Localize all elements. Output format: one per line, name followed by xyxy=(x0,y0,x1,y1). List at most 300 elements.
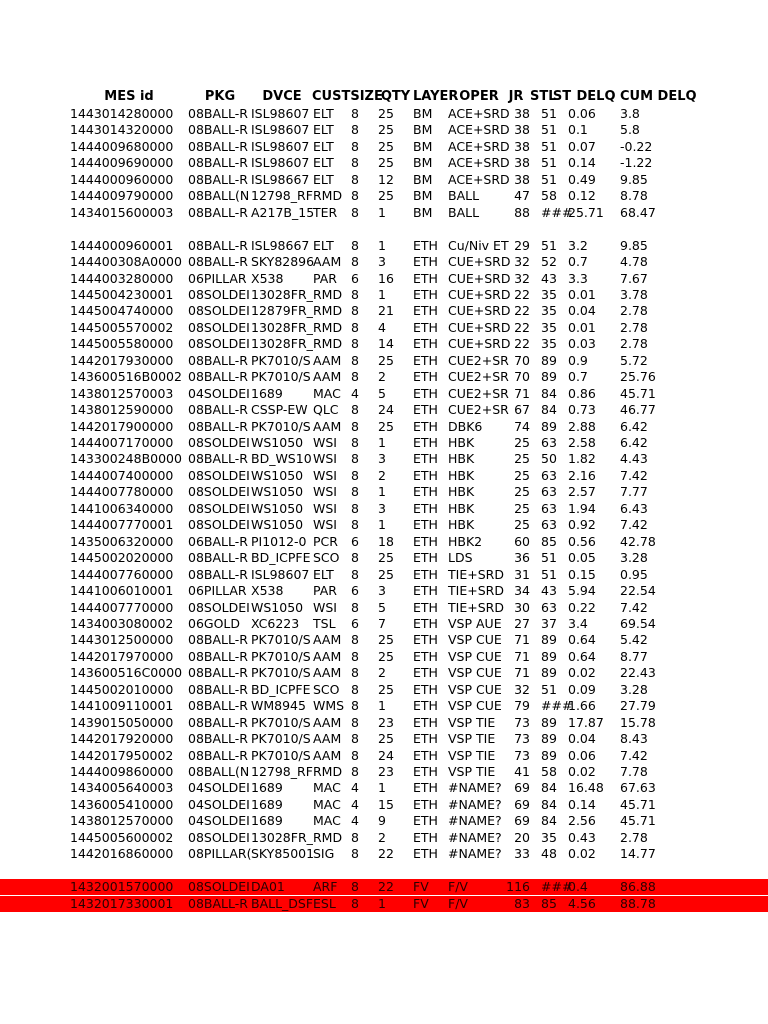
table-row xyxy=(0,830,768,846)
cell-dvce: BD_ICPFE xyxy=(251,550,311,566)
cell-stl: 36 xyxy=(514,550,530,566)
cell-st: 58 xyxy=(541,764,557,779)
cell-pkg: 08BALL-R xyxy=(188,632,248,648)
cell-st: 51 xyxy=(541,550,557,566)
cell-st: 84 xyxy=(541,402,557,418)
cell-oper: ETH xyxy=(413,286,438,302)
cell-layer: 2 xyxy=(378,829,386,845)
cell-layer: 2 xyxy=(378,467,386,483)
cell-layer: 1 xyxy=(378,895,386,911)
cell-mes-id: 1444007770001 xyxy=(70,517,174,533)
cell-jr: ACE+SRD xyxy=(448,138,510,154)
cell-cum-delq: 68.47 xyxy=(620,204,656,220)
cell-custsize: AAM xyxy=(313,747,342,763)
cell-st: 63 xyxy=(541,484,557,500)
cell-qty: 8 xyxy=(351,599,359,615)
cell-oper: ETH xyxy=(413,648,438,664)
cell-oper: ETH xyxy=(413,599,438,615)
cell-delq: 0.09 xyxy=(568,681,596,697)
cell-dvce: 12798_RF xyxy=(251,188,313,204)
cell-stl: 25 xyxy=(514,500,530,516)
cell-st: 84 xyxy=(541,796,557,812)
cell-dvce: ISL98607 xyxy=(251,138,310,154)
cell-layer: 25 xyxy=(378,550,394,566)
cell-layer: 1 xyxy=(378,484,386,500)
cell-dvce: 13028FR_ xyxy=(251,319,313,335)
cell-stl: 69 xyxy=(514,796,530,812)
header-delq: DELQ xyxy=(576,89,616,104)
cell-dvce: ISL98607 xyxy=(251,122,310,138)
cell-oper: ETH xyxy=(413,418,438,434)
cell-stl: 74 xyxy=(514,418,530,434)
cell-qty: 8 xyxy=(351,155,359,171)
cell-delq: 3.2 xyxy=(568,237,588,253)
cell-qty: 8 xyxy=(351,352,359,368)
cell-mes-id: 1435006320000 xyxy=(70,533,174,549)
cell-qty: 8 xyxy=(351,895,359,911)
cell-jr: VSP CUE xyxy=(448,698,502,714)
cell-pkg: 08BALL-R xyxy=(188,895,248,911)
cell-layer: 1 xyxy=(378,204,386,220)
cell-cum-delq: 3.8 xyxy=(620,106,640,121)
cell-oper: ETH xyxy=(413,698,438,714)
table-row xyxy=(0,731,768,747)
cell-jr: HBK xyxy=(448,467,475,483)
cell-delq: 0.56 xyxy=(568,533,596,549)
cell-layer: 24 xyxy=(378,747,394,763)
cell-oper: BM xyxy=(413,122,433,138)
cell-dvce: DA01 xyxy=(251,879,285,895)
header-pkg: PKG xyxy=(204,89,236,104)
cell-delq: 3.4 xyxy=(568,615,588,631)
cell-jr: VSP AUE xyxy=(448,615,502,631)
cell-stl: 73 xyxy=(514,714,530,730)
cell-layer: 3 xyxy=(378,583,386,599)
cell-stl: 38 xyxy=(514,106,530,121)
cell-stl: 69 xyxy=(514,780,530,796)
cell-cum-delq: 25.76 xyxy=(620,369,656,385)
cell-qty: 8 xyxy=(351,204,359,220)
cell-custsize: ESL xyxy=(313,895,336,911)
cell-delq: 0.7 xyxy=(568,369,588,385)
cell-custsize: ELT xyxy=(313,171,334,187)
cell-mes-id: 1436005410000 xyxy=(70,796,174,812)
cell-st: 89 xyxy=(541,352,557,368)
cell-dvce: PK7010/S xyxy=(251,714,311,730)
table-row xyxy=(0,715,768,731)
cell-cum-delq: 6.42 xyxy=(620,435,648,450)
cell-st: 85 xyxy=(541,533,557,549)
cell-mes-id: 1444007770000 xyxy=(70,599,174,615)
cell-jr: CUE2+SR xyxy=(448,369,509,385)
table-row xyxy=(0,797,768,813)
cell-jr: HBK xyxy=(448,517,475,533)
cell-cum-delq: 4.43 xyxy=(620,451,648,467)
table-row xyxy=(0,665,768,681)
cell-cum-delq: 7.42 xyxy=(620,747,648,763)
cell-custsize: ELT xyxy=(313,566,334,582)
cell-jr: #NAME? xyxy=(448,813,502,829)
cell-custsize: RMD xyxy=(313,286,343,302)
cell-st: 52 xyxy=(541,254,557,270)
cell-dvce: PK7010/S xyxy=(251,352,311,368)
cell-stl: 22 xyxy=(514,303,530,319)
cell-delq: 0.43 xyxy=(568,829,596,845)
cell-custsize: SCO xyxy=(313,550,340,566)
cell-stl: 25 xyxy=(514,467,530,483)
header-row xyxy=(0,89,768,105)
cell-layer: 25 xyxy=(378,632,394,648)
cell-pkg: 08BALL-R xyxy=(188,698,248,714)
cell-stl: 34 xyxy=(514,583,530,599)
table-row xyxy=(0,780,768,796)
cell-mes-id: 1445004740000 xyxy=(70,303,174,319)
cell-dvce: SKY85001 xyxy=(251,846,315,862)
cell-pkg: 08SOLDEI xyxy=(188,435,250,450)
cell-layer: 4 xyxy=(378,319,386,335)
table-row xyxy=(0,369,768,385)
cell-delq: 0.02 xyxy=(568,665,596,681)
cell-oper: ETH xyxy=(413,484,438,500)
cell-layer: 3 xyxy=(378,254,386,270)
cell-qty: 8 xyxy=(351,467,359,483)
cell-pkg: 08BALL-R xyxy=(188,155,248,171)
cell-cum-delq: 46.77 xyxy=(620,402,656,418)
cell-cum-delq: 3.78 xyxy=(620,286,648,302)
table-row xyxy=(0,303,768,319)
cell-pkg: 08SOLDEI xyxy=(188,879,250,895)
cell-qty: 8 xyxy=(351,879,359,895)
cell-custsize: AAM xyxy=(313,731,342,747)
cell-custsize: AAM xyxy=(313,714,342,730)
cell-st: 89 xyxy=(541,665,557,681)
cell-st: 63 xyxy=(541,467,557,483)
table-row xyxy=(0,550,768,566)
cell-delq: 2.88 xyxy=(568,418,596,434)
cell-mes-id: 1438012590000 xyxy=(70,402,174,418)
cell-stl: 73 xyxy=(514,731,530,747)
cell-qty: 8 xyxy=(351,188,359,204)
table-row xyxy=(0,353,768,369)
cell-st: 50 xyxy=(541,451,557,467)
cell-custsize: ELT xyxy=(313,106,334,121)
cell-oper: ETH xyxy=(413,467,438,483)
cell-pkg: 08BALL-R xyxy=(188,237,248,253)
table-row xyxy=(0,205,768,221)
cell-pkg: 04SOLDEI xyxy=(188,780,250,796)
header-oper: OPER xyxy=(459,89,499,104)
cell-layer: 15 xyxy=(378,796,394,812)
cell-layer: 14 xyxy=(378,336,394,352)
table-row xyxy=(0,813,768,829)
cell-cum-delq: 45.71 xyxy=(620,796,656,812)
cell-layer: 25 xyxy=(378,352,394,368)
cell-custsize: AAM xyxy=(313,648,342,664)
cell-mes-id: 143300248B0000 xyxy=(70,451,182,467)
cell-layer: 22 xyxy=(378,879,394,895)
cell-mes-id: 1434003080002 xyxy=(70,615,174,631)
cell-jr: #NAME? xyxy=(448,780,502,796)
cell-delq: 25.71 xyxy=(568,204,604,220)
cell-stl: 70 xyxy=(514,369,530,385)
cell-delq: 0.05 xyxy=(568,550,596,566)
cell-stl: 38 xyxy=(514,122,530,138)
cell-mes-id: 143600516C0000 xyxy=(70,665,183,681)
cell-custsize: ARF xyxy=(313,879,338,895)
cell-st: 35 xyxy=(541,286,557,302)
cell-mes-id: 1444009680000 xyxy=(70,138,174,154)
cell-st: 84 xyxy=(541,780,557,796)
cell-st: 51 xyxy=(541,566,557,582)
cell-stl: 38 xyxy=(514,138,530,154)
cell-stl: 30 xyxy=(514,599,530,615)
cell-dvce: PK7010/S xyxy=(251,369,311,385)
table-row xyxy=(0,484,768,500)
cell-pkg: 08BALL-R xyxy=(188,451,248,467)
cell-st: 51 xyxy=(541,138,557,154)
cell-qty: 8 xyxy=(351,402,359,418)
cell-layer: 1 xyxy=(378,237,386,253)
table-row xyxy=(0,271,768,287)
cell-custsize: PAR xyxy=(313,583,337,599)
cell-layer: 25 xyxy=(378,418,394,434)
table-row xyxy=(0,567,768,583)
cell-jr: #NAME? xyxy=(448,846,502,862)
table-row xyxy=(0,386,768,402)
cell-dvce: ISL98607 xyxy=(251,566,310,582)
cell-custsize: RMD xyxy=(313,829,343,845)
cell-mes-id: 1444003280000 xyxy=(70,270,174,286)
table-row xyxy=(0,600,768,616)
cell-delq: 0.02 xyxy=(568,846,596,862)
cell-dvce: 1689 xyxy=(251,385,283,401)
cell-cum-delq: 14.77 xyxy=(620,846,656,862)
cell-cum-delq: -1.22 xyxy=(620,155,653,171)
cell-st: 89 xyxy=(541,418,557,434)
cell-jr: TIE+SRD xyxy=(448,566,504,582)
table-row xyxy=(0,451,768,467)
cell-delq: 0.14 xyxy=(568,155,596,171)
cell-st: 89 xyxy=(541,747,557,763)
cell-st: 89 xyxy=(541,369,557,385)
cell-mes-id: 1443014320000 xyxy=(70,122,174,138)
cell-pkg: 06GOLD xyxy=(188,615,241,631)
cell-oper: ETH xyxy=(413,813,438,829)
table-row xyxy=(0,616,768,632)
cell-st: 35 xyxy=(541,303,557,319)
cell-mes-id: 1443014280000 xyxy=(70,106,174,121)
cell-layer: 25 xyxy=(378,155,394,171)
cell-oper: ETH xyxy=(413,615,438,631)
cell-st: 63 xyxy=(541,500,557,516)
cell-st: 89 xyxy=(541,648,557,664)
cell-cum-delq: 9.85 xyxy=(620,237,648,253)
cell-delq: 1.66 xyxy=(568,698,596,714)
cell-custsize: ELT xyxy=(313,122,334,138)
cell-qty: 8 xyxy=(351,106,359,121)
cell-qty: 8 xyxy=(351,714,359,730)
cell-jr: VSP TIE xyxy=(448,747,496,763)
cell-oper: ETH xyxy=(413,780,438,796)
cell-jr: F/V xyxy=(448,879,468,895)
cell-jr: VSP CUE xyxy=(448,632,502,648)
cell-qty: 8 xyxy=(351,550,359,566)
cell-cum-delq: 88.78 xyxy=(620,895,656,911)
header-st: ST xyxy=(552,89,572,104)
cell-pkg: 06PILLAR xyxy=(188,583,247,599)
cell-custsize: WSI xyxy=(313,517,337,533)
blank-row xyxy=(0,221,768,237)
cell-pkg: 08SOLDEI xyxy=(188,286,250,302)
cell-qty: 8 xyxy=(351,829,359,845)
cell-cum-delq: 6.42 xyxy=(620,418,648,434)
cell-stl: 25 xyxy=(514,484,530,500)
cell-oper: ETH xyxy=(413,517,438,533)
cell-st: 89 xyxy=(541,731,557,747)
cell-delq: 2.16 xyxy=(568,467,596,483)
cell-delq: 2.57 xyxy=(568,484,596,500)
cell-st: 48 xyxy=(541,846,557,862)
cell-custsize: AAM xyxy=(313,254,342,270)
cell-oper: FV xyxy=(413,895,429,911)
cell-qty: 8 xyxy=(351,731,359,747)
cell-qty: 4 xyxy=(351,813,359,829)
cell-stl: 47 xyxy=(514,188,530,204)
cell-stl: 71 xyxy=(514,648,530,664)
cell-layer: 25 xyxy=(378,731,394,747)
cell-cum-delq: 15.78 xyxy=(620,714,656,730)
cell-cum-delq: 7.78 xyxy=(620,764,648,779)
cell-delq: 0.9 xyxy=(568,352,588,368)
cell-jr: CUE+SRD xyxy=(448,270,511,286)
cell-delq: 0.64 xyxy=(568,648,596,664)
cell-jr: CUE+SRD xyxy=(448,286,511,302)
cell-mes-id: 1444007400000 xyxy=(70,467,174,483)
cell-qty: 6 xyxy=(351,615,359,631)
cell-oper: ETH xyxy=(413,402,438,418)
cell-cum-delq: 7.67 xyxy=(620,270,648,286)
cell-custsize: MAC xyxy=(313,385,341,401)
cell-qty: 8 xyxy=(351,747,359,763)
cell-dvce: WS1050 xyxy=(251,467,304,483)
cell-layer: 23 xyxy=(378,714,394,730)
cell-pkg: 08SOLDEI xyxy=(188,829,250,845)
cell-qty: 8 xyxy=(351,566,359,582)
cell-stl: 71 xyxy=(514,385,530,401)
cell-custsize: WSI xyxy=(313,500,337,516)
cell-custsize: TSL xyxy=(313,615,336,631)
cell-pkg: 08BALL-R xyxy=(188,418,248,434)
table-row xyxy=(0,106,768,122)
cell-layer: 7 xyxy=(378,615,386,631)
cell-oper: ETH xyxy=(413,303,438,319)
cell-stl: 25 xyxy=(514,451,530,467)
cell-cum-delq: 69.54 xyxy=(620,615,656,631)
cell-dvce: BD_ICPFE xyxy=(251,681,311,697)
cell-pkg: 08BALL-R xyxy=(188,665,248,681)
cell-qty: 4 xyxy=(351,385,359,401)
table-row xyxy=(0,583,768,599)
cell-qty: 4 xyxy=(351,780,359,796)
cell-dvce: 1689 xyxy=(251,813,283,829)
cell-mes-id: 1445005570002 xyxy=(70,319,174,335)
cell-qty: 8 xyxy=(351,451,359,467)
cell-oper: ETH xyxy=(413,385,438,401)
cell-qty: 4 xyxy=(351,796,359,812)
cell-st: 58 xyxy=(541,188,557,204)
cell-cum-delq: 8.43 xyxy=(620,731,648,747)
cell-pkg: 08SOLDEI xyxy=(188,484,250,500)
cell-pkg: 08SOLDEI xyxy=(188,303,250,319)
cell-cum-delq: 45.71 xyxy=(620,813,656,829)
cell-cum-delq: 3.28 xyxy=(620,681,648,697)
cell-custsize: ELT xyxy=(313,138,334,154)
cell-qty: 8 xyxy=(351,665,359,681)
cell-stl: 22 xyxy=(514,336,530,352)
cell-custsize: WSI xyxy=(313,484,337,500)
cell-jr: CUE+SRD xyxy=(448,254,511,270)
cell-jr: Cu/Niv ET xyxy=(448,237,509,253)
cell-stl: 70 xyxy=(514,352,530,368)
table-row xyxy=(0,320,768,336)
cell-st: 84 xyxy=(541,385,557,401)
cell-stl: 88 xyxy=(514,204,530,220)
table-row xyxy=(0,122,768,138)
cell-dvce: BD_WS10 xyxy=(251,451,312,467)
cell-dvce: 1689 xyxy=(251,796,283,812)
table-row xyxy=(0,139,768,155)
cell-qty: 8 xyxy=(351,698,359,714)
cell-oper: ETH xyxy=(413,500,438,516)
cell-pkg: 04SOLDEI xyxy=(188,796,250,812)
cell-qty: 8 xyxy=(351,336,359,352)
header-layer: LAYER xyxy=(413,89,459,104)
cell-st: 51 xyxy=(541,122,557,138)
cell-stl: 116 xyxy=(506,879,530,895)
cell-qty: 8 xyxy=(351,319,359,335)
cell-jr: BALL xyxy=(448,188,480,204)
cell-mes-id: 1434015600003 xyxy=(70,204,174,220)
cell-qty: 8 xyxy=(351,418,359,434)
cell-dvce: WS1050 xyxy=(251,500,304,516)
cell-qty: 6 xyxy=(351,270,359,286)
cell-delq: 0.49 xyxy=(568,171,596,187)
cell-oper: ETH xyxy=(413,254,438,270)
cell-dvce: PK7010/S xyxy=(251,632,311,648)
cell-layer: 5 xyxy=(378,385,386,401)
cell-qty: 6 xyxy=(351,533,359,549)
cell-dvce: WS1050 xyxy=(251,435,304,450)
cell-layer: 22 xyxy=(378,846,394,862)
cell-stl: 33 xyxy=(514,846,530,862)
cell-mes-id: 1444007760000 xyxy=(70,566,174,582)
cell-mes-id: 1434005640003 xyxy=(70,780,174,796)
table-row xyxy=(0,534,768,550)
cell-cum-delq: 9.85 xyxy=(620,171,648,187)
cell-delq: 0.4 xyxy=(568,879,588,895)
cell-jr: ACE+SRD xyxy=(448,106,510,121)
cell-layer: 5 xyxy=(378,599,386,615)
cell-jr: #NAME? xyxy=(448,796,502,812)
cell-oper: BM xyxy=(413,138,433,154)
cell-delq: 5.94 xyxy=(568,583,596,599)
cell-layer: 25 xyxy=(378,122,394,138)
cell-delq: 0.03 xyxy=(568,336,596,352)
cell-dvce: PI1012-0 xyxy=(251,533,307,549)
table-row xyxy=(0,419,768,435)
cell-custsize: MAC xyxy=(313,813,341,829)
cell-cum-delq: 45.71 xyxy=(620,385,656,401)
